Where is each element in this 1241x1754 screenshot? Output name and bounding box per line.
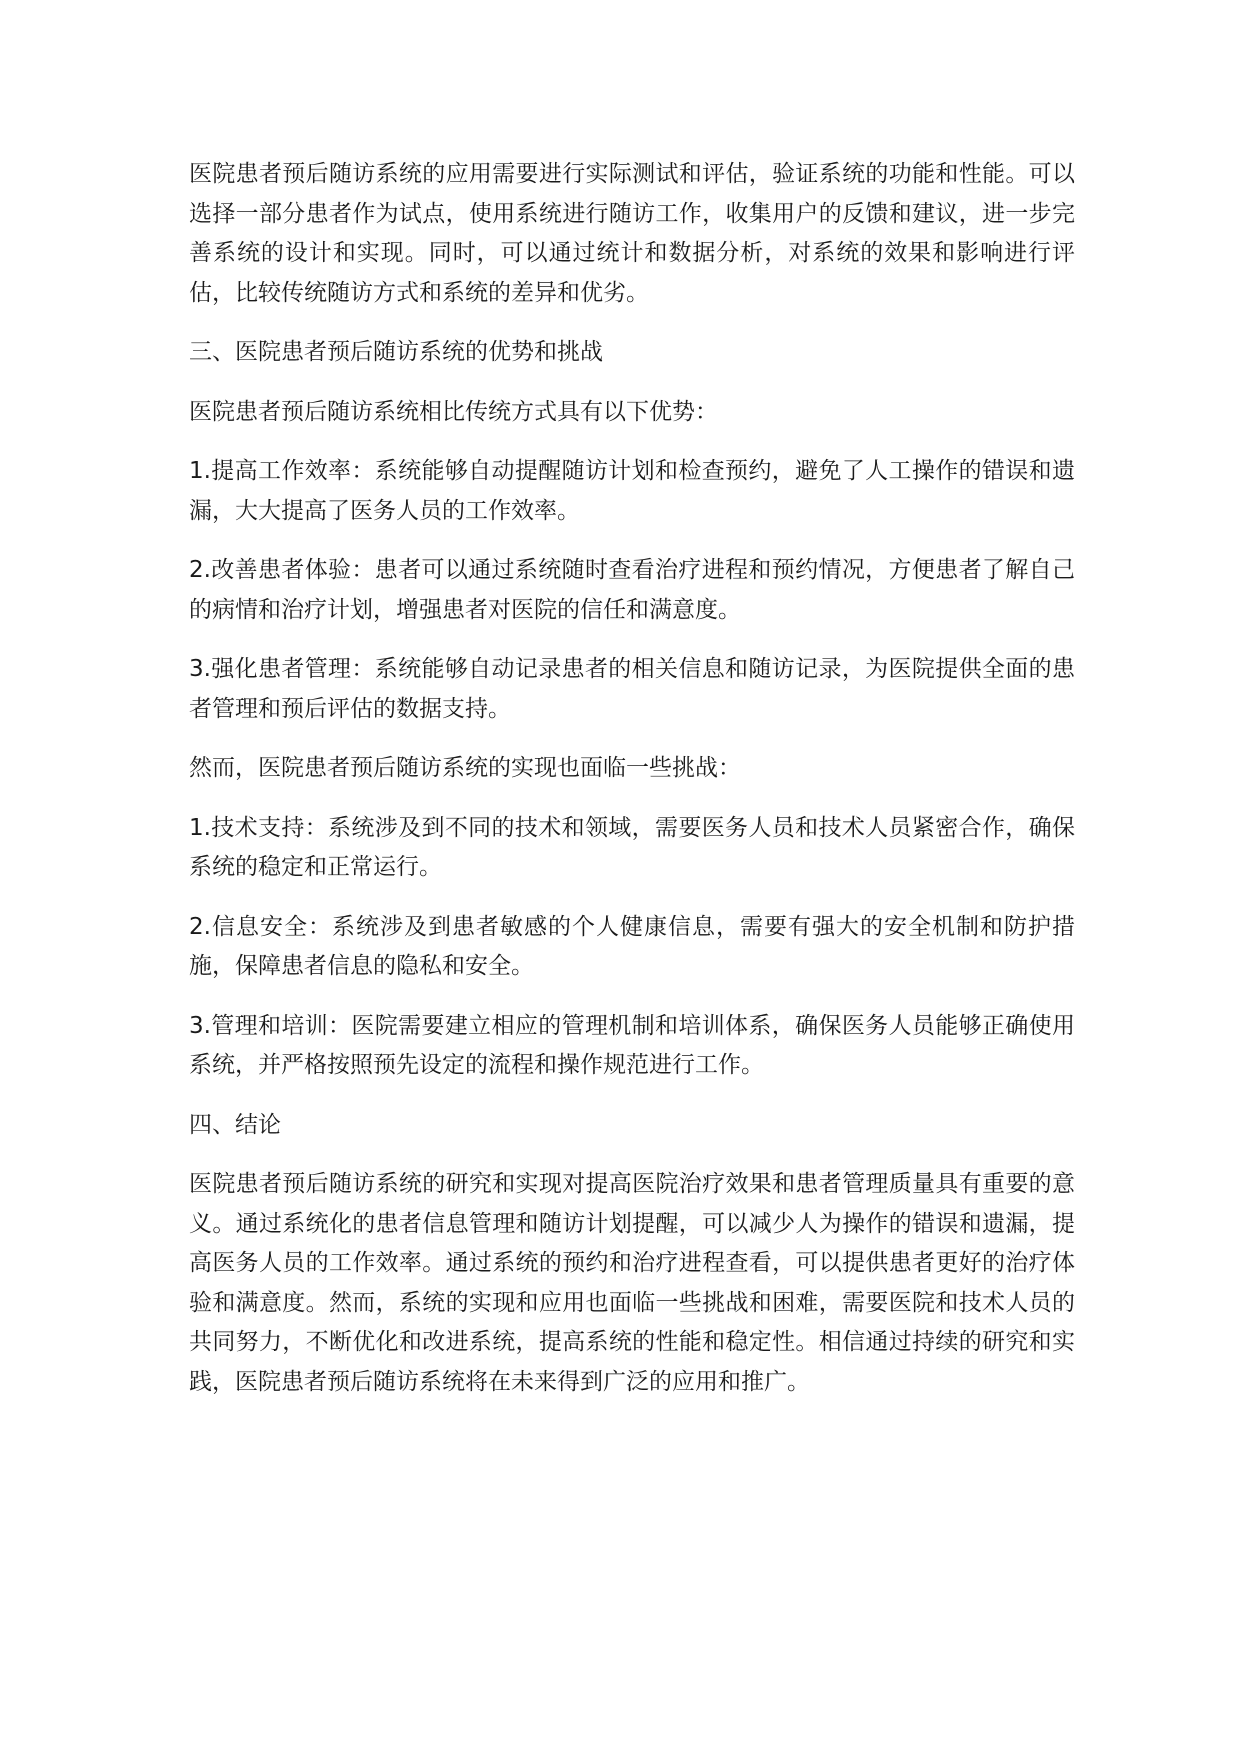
- paragraph-conclusion: 医院患者预后随访系统的研究和实现对提高医院治疗效果和患者管理质量具有重要的意义。通过系统化的患者信息管理和随访计划提醒，可以减少人为操作的错误和遗漏，提高医务人员的工作效率。通过系统的预约和治疗进程查看，可以提供患者更好的治疗体验和满意度。然而，系统的实现和应用也面临一些挑战和困难，需要医院和技术人员的共同努力，不断优化和改进系统，提高系统的性能和稳定性。相信通过持续的研究和实践，医院患者预后随访系统将在未来得到广泛的应用和推广。: [189, 1171, 1075, 1395]
- list-item-advantage-efficiency: 1.提高工作效率：系统能够自动提醒随访计划和检查预约，避免了人工操作的错误和遗漏，大大提高了医务人员的工作效率。: [189, 458, 1075, 524]
- section-heading-conclusion: 四、结论: [189, 1111, 281, 1138]
- paragraph-challenges-intro: 然而，医院患者预后随访系统的实现也面临一些挑战：: [189, 755, 741, 781]
- list-item-advantage-management: 3.强化患者管理：系统能够自动记录患者的相关信息和随访记录，为医院提供全面的患者管理和预后评估的数据支持。: [189, 656, 1075, 722]
- list-item-challenge-security: 2.信息安全：系统涉及到患者敏感的个人健康信息，需要有强大的安全机制和防护措施，保障患者信息的隐私和安全。: [189, 913, 1075, 979]
- paragraph-advantages-intro: 医院患者预后随访系统相比传统方式具有以下优势：: [189, 398, 718, 425]
- list-item-challenge-technical: 1.技术支持：系统涉及到不同的技术和领域，需要医务人员和技术人员紧密合作，确保系统的稳定和正常运行。: [189, 814, 1075, 880]
- section-heading-advantages-challenges: 三、医院患者预后随访系统的优势和挑战: [189, 339, 603, 365]
- list-item-advantage-experience: 2.改善患者体验：患者可以通过系统随时查看治疗进程和预约情况，方便患者了解自己的病情和治疗计划，增强患者对医院的信任和满意度。: [189, 557, 1075, 623]
- paragraph-testing-evaluation: 医院患者预后随访系统的应用需要进行实际测试和评估，验证系统的功能和性能。可以选择一部分患者作为试点，使用系统进行随访工作，收集用户的反馈和建议，进一步完善系统的设计和实现。同时，可以通过统计和数据分析，对系统的效果和影响进行评估，比较传统随访方式和系统的差异和优劣。: [189, 161, 1075, 306]
- document-body: [189, 155, 1075, 1402]
- list-item-challenge-training: 3.管理和培训：医院需要建立相应的管理机制和培训体系，确保医务人员能够正确使用系统，并严格按照预先设定的流程和操作规范进行工作。: [189, 1012, 1075, 1078]
